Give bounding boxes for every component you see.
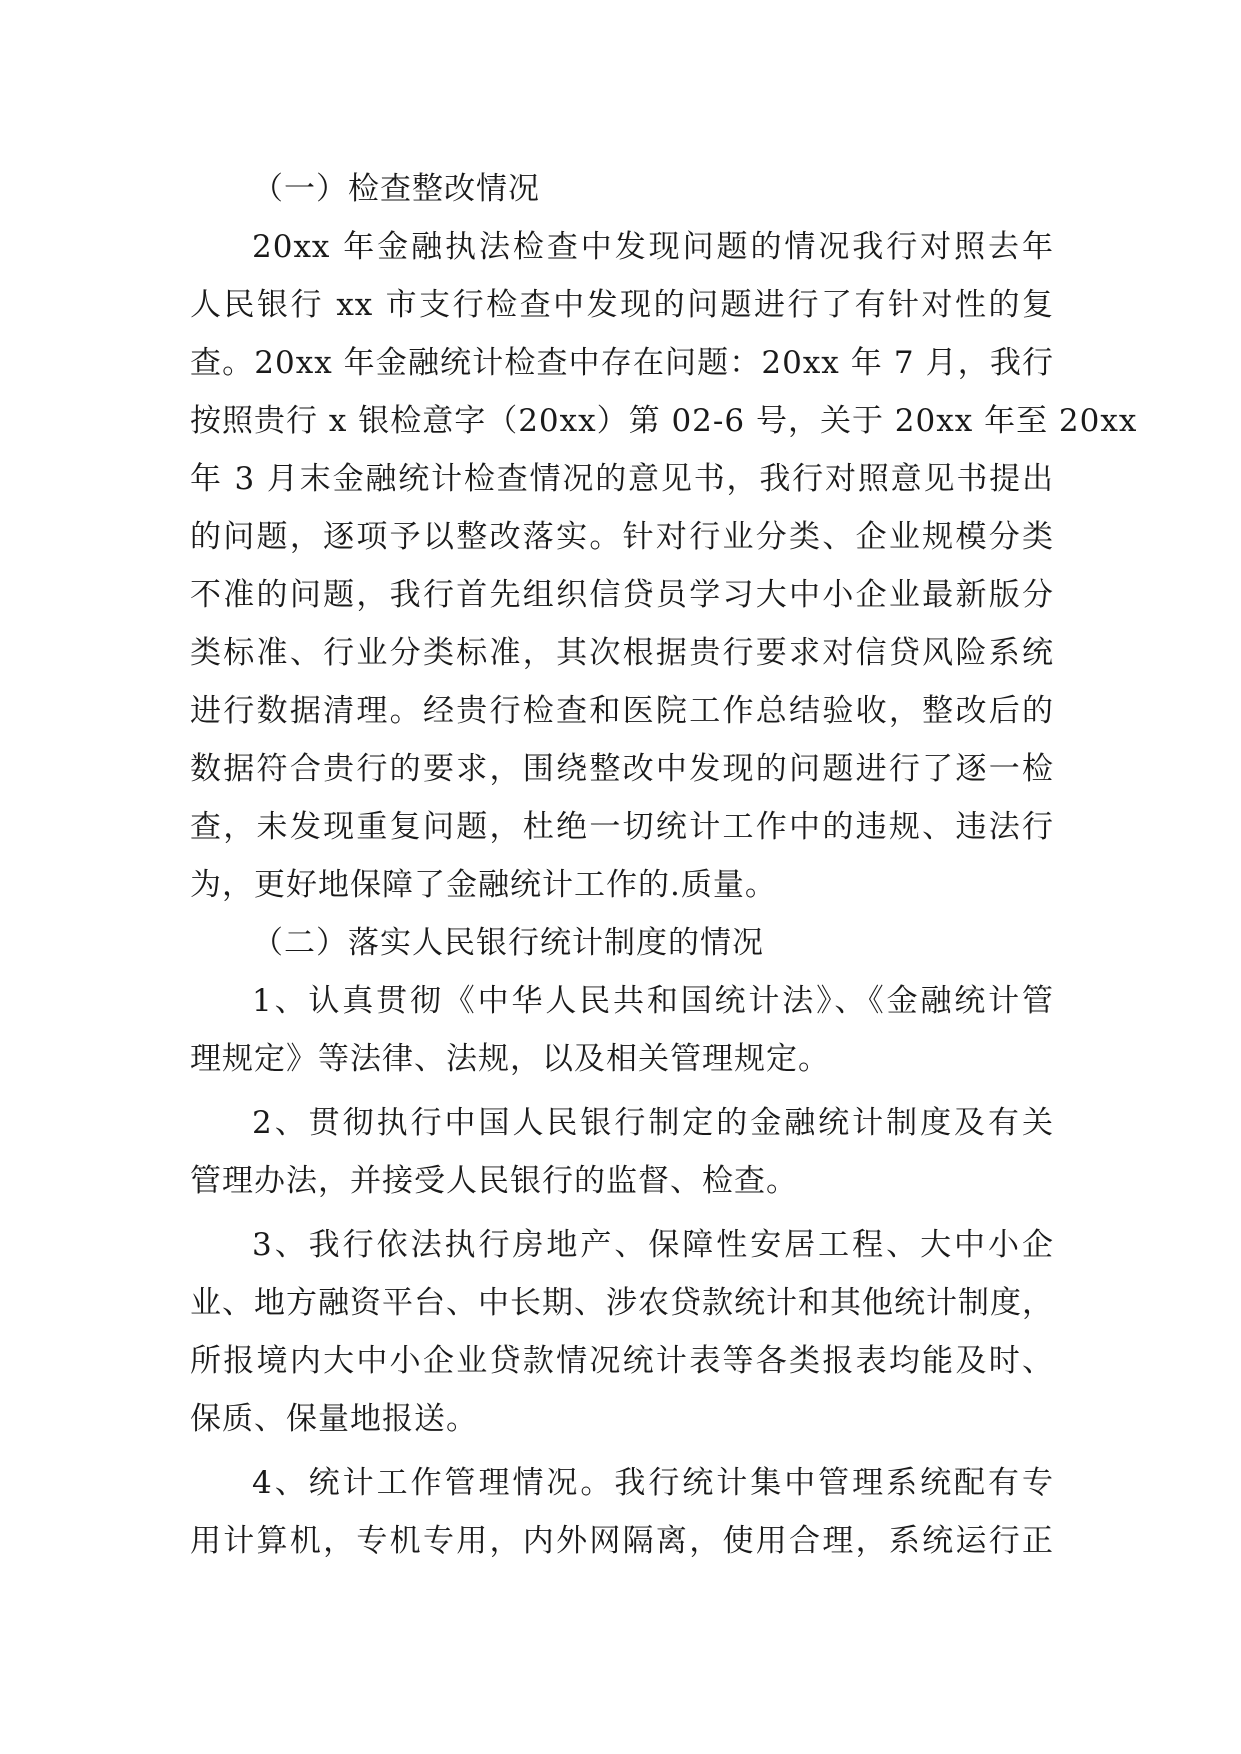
paragraph-line: 保质、保量地报送。 bbox=[190, 1401, 478, 1437]
paragraph-line: 2、贯彻执行中国人民银行制定的金融统计制度及有关 bbox=[252, 1105, 1054, 1141]
paragraph-item-2 bbox=[190, 1094, 1054, 1210]
paragraph-line: 数据符合贵行的要求，围绕整改中发现的问题进行了逐一检 bbox=[190, 751, 1054, 787]
paragraph-line: 20xx 年金融执法检查中发现问题的情况我行对照去年 bbox=[252, 229, 1054, 265]
paragraph-line: 查，未发现重复问题，杜绝一切统计工作中的违规、违法行 bbox=[190, 809, 1054, 845]
paragraph-line: 的问题，逐项予以整改落实。针对行业分类、企业规模分类 bbox=[190, 519, 1054, 555]
paragraph-rectification bbox=[190, 218, 1138, 914]
paragraph-line: 年 3 月末金融统计检查情况的意见书，我行对照意见书提出 bbox=[190, 461, 1054, 497]
paragraph-line: 不准的问题，我行首先组织信贷员学习大中小企业最新版分 bbox=[190, 577, 1054, 613]
paragraph-line: 为，更好地保障了金融统计工作的.质量。 bbox=[190, 867, 777, 903]
section-heading-1: （一）检查整改情况 bbox=[252, 171, 540, 207]
paragraph-item-1 bbox=[190, 972, 1054, 1088]
section-heading-2: （二）落实人民银行统计制度的情况 bbox=[252, 925, 764, 961]
paragraph-line: 所报境内大中小企业贷款情况统计表等各类报表均能及时、 bbox=[190, 1343, 1054, 1379]
paragraph-line: 4、统计工作管理情况。我行统计集中管理系统配有专 bbox=[252, 1465, 1054, 1501]
paragraph-line: 3、我行依法执行房地产、保障性安居工程、大中小企 bbox=[252, 1227, 1054, 1263]
paragraph-line: 人民银行 xx 市支行检查中发现的问题进行了有针对性的复 bbox=[190, 287, 1054, 323]
paragraph-line: 类标准、行业分类标准，其次根据贵行要求对信贷风险系统 bbox=[190, 635, 1054, 671]
paragraph-item-4 bbox=[190, 1454, 1054, 1570]
paragraph-line: 1、认真贯彻《中华人民共和国统计法》、《金融统计管 bbox=[252, 983, 1054, 1019]
paragraph-line: 按照贵行 x 银检意字（20xx）第 02-6 号，关于 20xx 年至 20xx bbox=[190, 403, 1138, 439]
paragraph-line: 管理办法，并接受人民银行的监督、检查。 bbox=[190, 1163, 798, 1199]
paragraph-line: 查。20xx 年金融统计检查中存在问题：20xx 年 7 月，我行 bbox=[190, 345, 1054, 381]
paragraph-line: 进行数据清理。经贵行检查和医院工作总结验收，整改后的 bbox=[190, 693, 1054, 729]
paragraph-line: 理规定》等法律、法规，以及相关管理规定。 bbox=[190, 1041, 830, 1077]
paragraph-line: 用计算机，专机专用，内外网隔离，使用合理，系统运行正 bbox=[190, 1523, 1054, 1559]
paragraph-line: 业、地方融资平台、中长期、涉农贷款统计和其他统计制度， bbox=[190, 1285, 1054, 1321]
document-body bbox=[190, 160, 1138, 1570]
paragraph-item-3 bbox=[190, 1216, 1054, 1448]
